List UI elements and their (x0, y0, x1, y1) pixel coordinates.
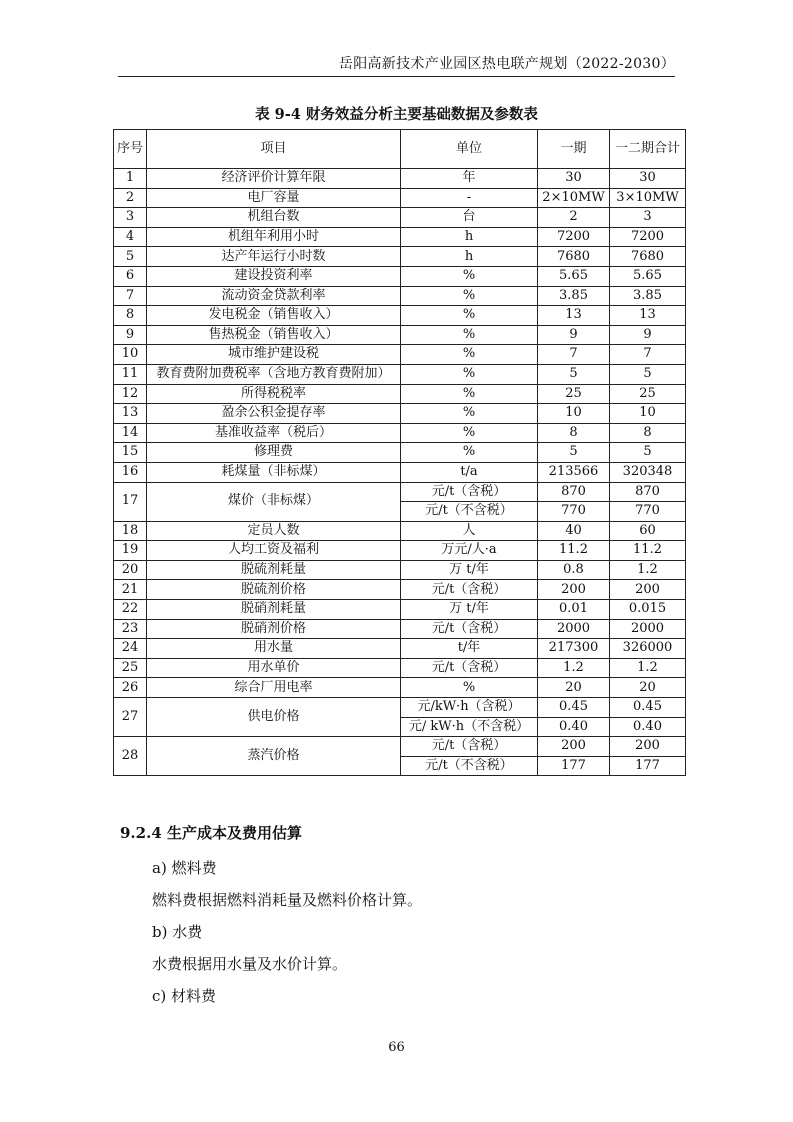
row-number-cell: 9 (114, 325, 147, 345)
table-row (114, 423, 686, 443)
table-row (114, 619, 686, 639)
item-cell: 供电价格 (147, 698, 401, 737)
phase1-value-cell: 870 (538, 482, 610, 502)
phase1-value-cell: 5 (538, 364, 610, 384)
phase1-value-cell: 200 (538, 737, 610, 757)
phase1-value-cell: 200 (538, 580, 610, 600)
row-number-cell: 1 (114, 169, 147, 189)
item-cell: 煤价（非标煤） (147, 482, 401, 521)
total-value-cell: 200 (610, 580, 686, 600)
phase1-value-cell: 7 (538, 345, 610, 365)
phase1-value-cell: 20 (538, 678, 610, 698)
item-cell: 售热税金（销售收入） (147, 325, 401, 345)
item-cell: 基准收益率（税后） (147, 423, 401, 443)
item-cell: 建设投资利率 (147, 266, 401, 286)
phase1-value-cell: 0.01 (538, 600, 610, 620)
unit-cell: - (401, 188, 538, 208)
item-cell: 城市维护建设税 (147, 345, 401, 365)
phase1-value-cell: 2 (538, 208, 610, 228)
total-value-cell: 1.2 (610, 560, 686, 580)
row-number-cell: 4 (114, 227, 147, 247)
unit-cell: % (401, 266, 538, 286)
unit-cell: % (401, 325, 538, 345)
column-header-total: 一二期合计 (610, 130, 686, 169)
column-header-item: 项目 (147, 130, 401, 169)
row-number-cell: 24 (114, 639, 147, 659)
table-row (114, 227, 686, 247)
table-row (114, 443, 686, 463)
item-cell: 教育费附加费税率（含地方教育费附加） (147, 364, 401, 384)
row-number-cell: 12 (114, 384, 147, 404)
total-value-cell: 7 (610, 345, 686, 365)
row-number-cell: 22 (114, 600, 147, 620)
unit-cell: % (401, 678, 538, 698)
total-value-cell: 5 (610, 364, 686, 384)
unit-cell: % (401, 384, 538, 404)
item-cell: 所得税税率 (147, 384, 401, 404)
row-number-cell: 20 (114, 560, 147, 580)
subsection-a-label: a) 燃料费 (152, 859, 217, 877)
item-cell: 人均工资及福利 (147, 541, 401, 561)
unit-cell: 人 (401, 521, 538, 541)
unit-cell: 台 (401, 208, 538, 228)
phase1-value-cell: 7680 (538, 247, 610, 267)
total-value-cell: 3×10MW (610, 188, 686, 208)
total-value-cell: 3.85 (610, 286, 686, 306)
total-value-cell: 7200 (610, 227, 686, 247)
section-heading: 9.2.4 生产成本及费用估算 (120, 824, 302, 842)
total-value-cell: 10 (610, 404, 686, 424)
item-cell: 达产年运行小时数 (147, 247, 401, 267)
phase1-value-cell: 40 (538, 521, 610, 541)
phase1-value-cell: 217300 (538, 639, 610, 659)
unit-cell: % (401, 423, 538, 443)
total-value-cell: 0.45 (610, 698, 686, 718)
paragraph-fuel-cost: 燃料费根据燃料消耗量及燃料价格计算。 (152, 891, 423, 909)
total-value-cell: 326000 (610, 639, 686, 659)
unit-cell: % (401, 286, 538, 306)
unit-cell: % (401, 404, 538, 424)
column-header-no: 序号 (114, 130, 147, 169)
phase1-value-cell: 0.45 (538, 698, 610, 718)
row-number-cell: 7 (114, 286, 147, 306)
item-cell: 脱硫剂耗量 (147, 560, 401, 580)
total-value-cell: 20 (610, 678, 686, 698)
row-number-cell: 8 (114, 306, 147, 326)
phase1-value-cell: 2×10MW (538, 188, 610, 208)
row-number-cell: 27 (114, 698, 147, 737)
table-row (114, 404, 686, 424)
unit-cell: 元/kW·h（含税） (401, 698, 538, 718)
header-rule (118, 76, 675, 77)
row-number-cell: 28 (114, 737, 147, 776)
total-value-cell: 5 (610, 443, 686, 463)
row-number-cell: 3 (114, 208, 147, 228)
phase1-value-cell: 3.85 (538, 286, 610, 306)
item-cell: 脱硝剂价格 (147, 619, 401, 639)
unit-cell: 万 t/年 (401, 560, 538, 580)
phase1-value-cell: 770 (538, 502, 610, 522)
total-value-cell: 9 (610, 325, 686, 345)
unit-cell: h (401, 227, 538, 247)
table-row (114, 188, 686, 208)
unit-cell: 元/t（含税） (401, 619, 538, 639)
table-row (114, 639, 686, 659)
table-row (114, 169, 686, 189)
table-title: 表 9-4 财务效益分析主要基础数据及参数表 (255, 106, 538, 123)
item-cell: 脱硫剂价格 (147, 580, 401, 600)
phase1-value-cell: 10 (538, 404, 610, 424)
column-header-unit: 单位 (401, 130, 538, 169)
total-value-cell: 320348 (610, 462, 686, 482)
item-cell: 修理费 (147, 443, 401, 463)
row-number-cell: 14 (114, 423, 147, 443)
row-number-cell: 19 (114, 541, 147, 561)
item-cell: 流动资金贷款利率 (147, 286, 401, 306)
table-row (114, 345, 686, 365)
item-cell: 定员人数 (147, 521, 401, 541)
table-row (114, 658, 686, 678)
item-cell: 机组年利用小时 (147, 227, 401, 247)
row-number-cell: 26 (114, 678, 147, 698)
total-value-cell: 2000 (610, 619, 686, 639)
table-row (114, 600, 686, 620)
phase1-value-cell: 5.65 (538, 266, 610, 286)
phase1-value-cell: 7200 (538, 227, 610, 247)
phase1-value-cell: 11.2 (538, 541, 610, 561)
phase1-value-cell: 0.8 (538, 560, 610, 580)
unit-cell: % (401, 306, 538, 326)
item-cell: 发电税金（销售收入） (147, 306, 401, 326)
item-cell: 用水量 (147, 639, 401, 659)
total-value-cell: 30 (610, 169, 686, 189)
row-number-cell: 25 (114, 658, 147, 678)
item-cell: 蒸汽价格 (147, 737, 401, 776)
total-value-cell: 8 (610, 423, 686, 443)
parameters-table (113, 129, 686, 776)
subsection-c-label: c) 材料费 (152, 987, 217, 1005)
table-row (114, 737, 686, 757)
total-value-cell: 177 (610, 756, 686, 776)
unit-cell: % (401, 345, 538, 365)
unit-cell: 元/t（含税） (401, 482, 538, 502)
item-cell: 耗煤量（非标煤） (147, 462, 401, 482)
total-value-cell: 0.40 (610, 717, 686, 737)
table-header-row (114, 130, 686, 169)
unit-cell: 万元/人·a (401, 541, 538, 561)
page-number: 66 (388, 1040, 405, 1055)
unit-cell: 元/t（含税） (401, 658, 538, 678)
row-number-cell: 5 (114, 247, 147, 267)
row-number-cell: 16 (114, 462, 147, 482)
table-row (114, 384, 686, 404)
table-row (114, 286, 686, 306)
total-value-cell: 770 (610, 502, 686, 522)
total-value-cell: 200 (610, 737, 686, 757)
table-row (114, 247, 686, 267)
total-value-cell: 60 (610, 521, 686, 541)
unit-cell: t/a (401, 462, 538, 482)
unit-cell: 万 t/年 (401, 600, 538, 620)
table-row (114, 462, 686, 482)
table-row (114, 521, 686, 541)
total-value-cell: 870 (610, 482, 686, 502)
phase1-value-cell: 30 (538, 169, 610, 189)
row-number-cell: 17 (114, 482, 147, 521)
unit-cell: 元/t（不含税） (401, 502, 538, 522)
row-number-cell: 10 (114, 345, 147, 365)
table-row (114, 364, 686, 384)
unit-cell: t/年 (401, 639, 538, 659)
unit-cell: % (401, 364, 538, 384)
phase1-value-cell: 1.2 (538, 658, 610, 678)
table-row (114, 208, 686, 228)
table-row (114, 560, 686, 580)
table-row (114, 678, 686, 698)
item-cell: 用水单价 (147, 658, 401, 678)
phase1-value-cell: 177 (538, 756, 610, 776)
phase1-value-cell: 8 (538, 423, 610, 443)
total-value-cell: 0.015 (610, 600, 686, 620)
table-row (114, 580, 686, 600)
total-value-cell: 11.2 (610, 541, 686, 561)
row-number-cell: 11 (114, 364, 147, 384)
total-value-cell: 5.65 (610, 266, 686, 286)
table-body (114, 169, 686, 776)
row-number-cell: 23 (114, 619, 147, 639)
column-header-phase1: 一期 (538, 130, 610, 169)
unit-cell: 元/t（含税） (401, 580, 538, 600)
total-value-cell: 3 (610, 208, 686, 228)
item-cell: 机组台数 (147, 208, 401, 228)
phase1-value-cell: 5 (538, 443, 610, 463)
unit-cell: % (401, 443, 538, 463)
unit-cell: 元/ kW·h（不含税） (401, 717, 538, 737)
phase1-value-cell: 2000 (538, 619, 610, 639)
row-number-cell: 2 (114, 188, 147, 208)
item-cell: 电厂容量 (147, 188, 401, 208)
row-number-cell: 15 (114, 443, 147, 463)
phase1-value-cell: 25 (538, 384, 610, 404)
item-cell: 盈余公积金提存率 (147, 404, 401, 424)
phase1-value-cell: 0.40 (538, 717, 610, 737)
table-row (114, 306, 686, 326)
unit-cell: 元/t（含税） (401, 737, 538, 757)
row-number-cell: 6 (114, 266, 147, 286)
row-number-cell: 18 (114, 521, 147, 541)
unit-cell: 元/t（不含税） (401, 756, 538, 776)
table-row (114, 482, 686, 502)
row-number-cell: 13 (114, 404, 147, 424)
unit-cell: h (401, 247, 538, 267)
table-row (114, 325, 686, 345)
item-cell: 综合厂用电率 (147, 678, 401, 698)
unit-cell: 年 (401, 169, 538, 189)
total-value-cell: 7680 (610, 247, 686, 267)
total-value-cell: 1.2 (610, 658, 686, 678)
total-value-cell: 25 (610, 384, 686, 404)
phase1-value-cell: 13 (538, 306, 610, 326)
subsection-b-label: b) 水费 (152, 923, 203, 941)
total-value-cell: 13 (610, 306, 686, 326)
phase1-value-cell: 213566 (538, 462, 610, 482)
table-row (114, 698, 686, 718)
item-cell: 脱硝剂耗量 (147, 600, 401, 620)
running-header: 岳阳高新技术产业园区热电联产规划（2022-2030） (338, 56, 675, 72)
phase1-value-cell: 9 (538, 325, 610, 345)
table-row (114, 541, 686, 561)
table-row (114, 266, 686, 286)
row-number-cell: 21 (114, 580, 147, 600)
item-cell: 经济评价计算年限 (147, 169, 401, 189)
paragraph-water-cost: 水费根据用水量及水价计算。 (152, 955, 348, 973)
